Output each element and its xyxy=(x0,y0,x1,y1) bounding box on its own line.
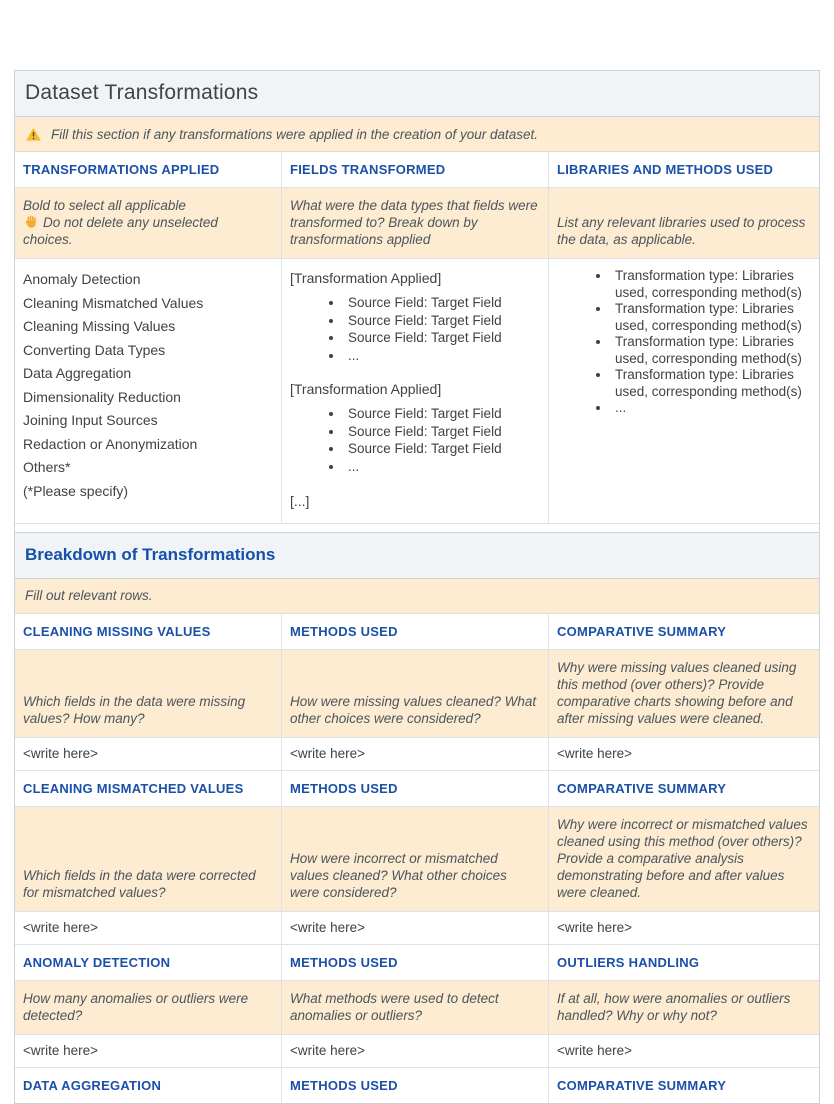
libraries-methods-cell[interactable] xyxy=(549,259,819,523)
breakdown-header-row xyxy=(15,771,819,807)
bullet-item: • Transformation type: Libraries used, corresponding method(s) xyxy=(611,268,811,301)
column-header: TRANSFORMATIONS APPLIED xyxy=(15,152,282,187)
bullet-item: • Source Field: Target Field xyxy=(344,423,540,441)
fields-transformed-cell[interactable] xyxy=(282,259,549,523)
column-header: FIELDS TRANSFORMED xyxy=(282,152,549,187)
breakdown-prompt-row xyxy=(15,807,819,912)
breakdown-answer-row xyxy=(15,912,819,945)
warning-row xyxy=(15,117,819,152)
choice-item[interactable]: Dimensionality Reduction xyxy=(23,388,181,405)
answer-cell[interactable]: <write here> xyxy=(282,1035,549,1067)
breakdown-section-title: Breakdown of Transformations xyxy=(15,532,819,579)
answer-cell[interactable]: <write here> xyxy=(282,912,549,944)
prompt-cell: If at all, how were anomalies or outliers handled? Why or why not? xyxy=(557,991,791,1023)
bullet-item: • Source Field: Target Field xyxy=(344,405,540,423)
column-header: METHODS USED xyxy=(282,945,549,980)
answer-cell[interactable]: <write here> xyxy=(15,738,282,770)
answer-cell[interactable]: <write here> xyxy=(557,746,633,761)
answer-cell[interactable]: <write here> xyxy=(15,912,282,944)
column-header: CLEANING MISMATCHED VALUES xyxy=(15,771,282,806)
prompt-cell: Which fields in the data were missing values? How many? xyxy=(15,650,282,737)
breakdown-note: Fill out relevant rows. xyxy=(15,579,819,614)
answer-cell[interactable]: <write here> xyxy=(557,1043,633,1058)
breakdown-answer-row xyxy=(15,738,819,771)
bullet-item: • Transformation type: Libraries used, corresponding method(s) xyxy=(611,367,811,400)
transformation-group: [Transformation Applied] • Source Field: Target Field • Source Field: Target Field • Source Field: Target Field • ... xyxy=(290,379,540,475)
bullet-item: • Source Field: Target Field xyxy=(344,329,540,347)
raised-hand-icon xyxy=(23,214,38,229)
choice-item[interactable]: Cleaning Mismatched Values xyxy=(23,294,204,311)
bullet-item: • Transformation type: Libraries used, corresponding method(s) xyxy=(611,334,811,367)
choice-item[interactable]: Redaction or Anonymization xyxy=(23,435,198,452)
bullet-item: • Source Field: Target Field xyxy=(344,294,540,312)
breakdown-answer-row xyxy=(15,1035,819,1068)
instruction-cell: What were the data types that fields were transformed to? Break down by transformations applied xyxy=(282,188,549,258)
bullet-item: • ... xyxy=(344,458,540,476)
breakdown-header-row xyxy=(15,1068,819,1103)
choice-item[interactable]: Anomaly Detection xyxy=(23,271,141,287)
main-table-content-row xyxy=(15,259,819,524)
breakdown-prompt-row xyxy=(15,981,819,1035)
instruction-line: Do not delete any unselected choices. xyxy=(23,215,218,247)
section-gap xyxy=(15,524,819,532)
column-header: ANOMALY DETECTION xyxy=(15,945,282,980)
bullet-item: • ... xyxy=(344,347,540,365)
breakdown-header-row xyxy=(15,945,819,981)
breakdown-prompt-row xyxy=(15,650,819,738)
bullet-item: • ... xyxy=(611,400,811,417)
choice-item[interactable]: Data Aggregation xyxy=(23,365,132,381)
column-header: OUTLIERS HANDLING xyxy=(557,955,700,970)
choice-item[interactable]: (*Please specify) xyxy=(23,482,129,499)
page-title: Dataset Transformations xyxy=(15,71,819,117)
bullet-item: • Source Field: Target Field xyxy=(344,440,540,458)
column-header: COMPARATIVE SUMMARY xyxy=(557,781,727,796)
choice-item[interactable]: Joining Input Sources xyxy=(23,412,158,428)
dataset-transformations-panel xyxy=(14,70,820,1104)
column-header: COMPARATIVE SUMMARY xyxy=(557,624,727,639)
transformations-applied-list[interactable] xyxy=(15,259,282,523)
choice-item[interactable]: Converting Data Types xyxy=(23,341,166,358)
column-header: LIBRARIES AND METHODS USED xyxy=(557,162,774,177)
prompt-cell: Why were incorrect or mismatched values cleaned using this method (over others)? Provide a comparative analysis demonstrating before and after values were cleaned. xyxy=(557,817,808,900)
instruction-cell xyxy=(15,188,282,258)
prompt-cell: Which fields in the data were corrected for mismatched values? xyxy=(15,807,282,911)
breakdown-header-row xyxy=(15,614,819,650)
instruction-line: Bold to select all applicable xyxy=(23,198,186,213)
column-header: METHODS USED xyxy=(282,1068,549,1103)
prompt-cell: What methods were used to detect anomalies or outliers? xyxy=(282,981,549,1034)
warning-text: Fill this section if any transformations were applied in the creation of your dataset. xyxy=(51,126,538,142)
column-header: CLEANING MISSING VALUES xyxy=(15,614,282,649)
answer-cell[interactable]: <write here> xyxy=(282,738,549,770)
instruction-cell: List any relevant libraries used to process the data, as applicable. xyxy=(557,215,806,247)
prompt-cell: Why were missing values cleaned using this method (over others)? Provide comparative charts showing before and after missing values were cleaned. xyxy=(557,660,797,726)
main-table-instruction-row xyxy=(15,188,819,259)
choice-item[interactable]: Others* xyxy=(23,459,71,475)
choice-item[interactable]: Cleaning Missing Values xyxy=(23,318,176,334)
prompt-cell: How were incorrect or mismatched values cleaned? What other choices were considered? xyxy=(282,807,549,911)
bullet-item: • Source Field: Target Field xyxy=(344,312,540,330)
answer-cell[interactable]: <write here> xyxy=(15,1035,282,1067)
column-header: DATA AGGREGATION xyxy=(15,1068,282,1103)
prompt-cell: How many anomalies or outliers were detected? xyxy=(15,981,282,1034)
prompt-cell: How were missing values cleaned? What other choices were considered? xyxy=(282,650,549,737)
bullet-item: • Transformation type: Libraries used, corresponding method(s) xyxy=(611,301,811,334)
column-header: COMPARATIVE SUMMARY xyxy=(557,1078,727,1093)
main-table-header-row xyxy=(15,152,819,188)
answer-cell[interactable]: <write here> xyxy=(557,920,633,935)
warning-icon xyxy=(25,126,42,142)
transformation-group: [Transformation Applied] • Source Field: Target Field • Source Field: Target Field • Source Field: Target Field • ... xyxy=(290,268,540,364)
column-header: METHODS USED xyxy=(282,614,549,649)
ellipsis-placeholder: [...] xyxy=(290,493,310,509)
column-header: METHODS USED xyxy=(282,771,549,806)
